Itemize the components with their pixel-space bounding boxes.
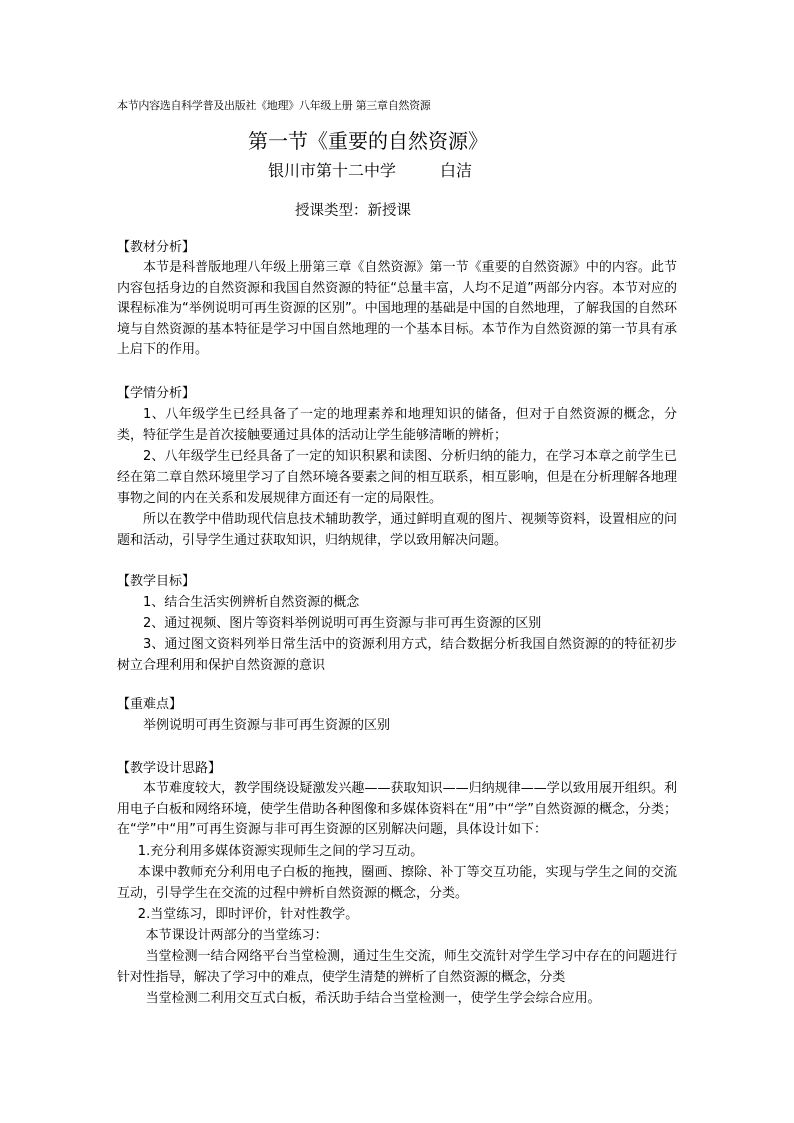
source-note: 本节内容选自科学普及出版社《地理》八年级上册 第三章自然资源 (117, 99, 431, 112)
textbook-analysis-text: 本节是科普版地理八年级上册第三章《自然资源》第一节《重要的自然资源》中的内容。此节内容包括身边的自然资源和我国自然资源的特征“总量丰富，人均不足道”两部分内容。本节对应的课程标准为“举例说明可再生资源的区别”。中国地理的基础是中国的自然地理，了解我国的自然环境与自然资源的基本特征是学习中国自然地理的一个基本目标。本节作为自然资源的第一节具有承上启下的作用。 (117, 260, 677, 357)
section-heading: 【教材分析】 (117, 240, 196, 255)
student-analysis-item: 1、八年级学生已经具备了一定的地理素养和地理知识的储备，但对于自然资源的概念，分类，特征学生是首次接触要通过具体的活动让学生能够清晰的辨析； (117, 407, 677, 443)
lesson-type: 授课类型：新授课 (295, 203, 411, 219)
teaching-goals-section (117, 571, 677, 676)
section-heading: 【教学目标】 (117, 574, 196, 589)
design-point-2: 2.当堂练习，即时评价，针对性教学。 (137, 906, 359, 922)
design-point-1-detail: 本课中教师充分利用电子白板的拖拽，圈画、擦除、补丁等交互功能，实现与学生之间的交流互动，引导学生在交流的过程中辨析自然资源的概念，分类。 (117, 864, 677, 901)
section-heading: 【教学设计思路】 (117, 761, 222, 776)
textbook-analysis-section (117, 237, 677, 361)
school-name: 银川市第十二中学 (268, 161, 397, 180)
student-analysis-item: 所以在教学中借助现代信息技术辅助教学，通过鲜明直观的图片、视频等资料，设置相应的问题和活动，引导学生通过获取知识，归纳规律，学以致用解决问题。 (117, 512, 677, 548)
check-1: 当堂检测一结合网络平台当堂检测，通过生生交流，师生交流针对学生学习中存在的问题进行针对性指导，解决了学习中的难点，使学生清楚的辨析了自然资源的概念，分类 (117, 948, 677, 985)
key-points-section (117, 694, 677, 736)
teaching-goal-item: 3、通过图文资料列举日常生活中的资源利用方式，结合数据分析我国自然资源的的特征初步树立合理利用和保护自然资源的意识 (117, 637, 677, 673)
student-analysis-section (117, 383, 677, 551)
design-point-2-intro: 本节课设计两部分的当堂练习： (145, 927, 328, 943)
teacher-name: 白洁 (440, 161, 473, 180)
teaching-goal-item: 2、通过视频、图片等资料举例说明可再生资源与非可再生资源的区别 (143, 616, 542, 631)
author-line (268, 158, 472, 181)
check-2: 当堂检测二利用交互式白板，希沃助手结合当堂检测一，使学生学会综合应用。 (145, 990, 601, 1006)
section-heading: 【学情分析】 (117, 386, 196, 401)
page-title: 第一节《重要的自然资源》 (248, 129, 488, 153)
design-point-1: 1.充分利用多媒体资源实现师生之间的学习互动。 (137, 843, 424, 859)
student-analysis-item: 2、八年级学生已经具备了一定的知识积累和读图、分析归纳的能力，在学习本章之前学生已经在第二章自然环境里学习了自然环境各要素之间的相互联系，相互影响，但是在分析理解各地理事物之间的内在关系和发展规律方面还有一定的局限性。 (117, 449, 677, 506)
design-ideas-section (117, 758, 677, 1009)
design-intro: 本节难度较大，教学围绕设疑激发兴趣——获取知识——归纳规律——学以致用展开组织。利用电子白板和网络环境，使学生借助各种图像和多媒体资料在“用”中“学”自然资源的概念，分类；在“学”中“用”可再生资源与非可再生资源的区别解决问题，具体设计如下： (117, 781, 677, 837)
key-points-text: 举例说明可再生资源与非可再生资源的区别 (143, 718, 391, 733)
section-heading: 【重难点】 (117, 697, 183, 712)
teaching-goal-item: 1、结合生活实例辨析自然资源的概念 (143, 595, 360, 610)
